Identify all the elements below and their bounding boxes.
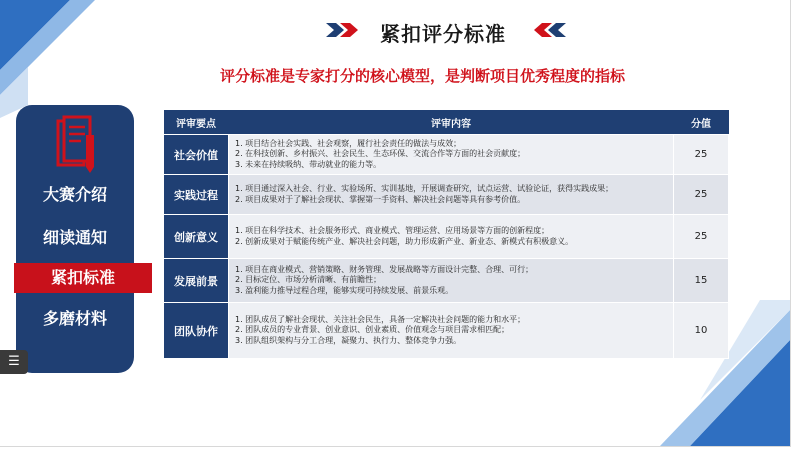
row-content: 1. 项目通过深入社会、行业、实验场所、实训基地，开展调查研究，试点运营、试验论证，获得实践成果； 2. 项目成果对于了解社会现状、掌握第一手资料、解决社会问题等具有参考价值。 — [229, 175, 674, 215]
row-score: 25 — [674, 215, 729, 259]
row-content: 1. 项目在科学技术、社会服务形式、商业模式、管理运营、应用场景等方面的创新程度； 2. 创新成果对于赋能传统产业、解决社会问题，助力形成新产业、新业态、新模式有积极意义。 — [229, 215, 674, 259]
sidebar-item-materials[interactable]: 多磨材料 — [42, 309, 107, 328]
sidebar-item-competition-intro[interactable]: 大赛介绍 — [42, 185, 107, 204]
title-row — [0, 14, 790, 48]
row-score: 10 — [674, 303, 729, 359]
row-key: 发展前景 — [164, 259, 229, 303]
table-row — [164, 303, 729, 359]
sidebar-item-criteria[interactable]: 紧扣标准 — [14, 263, 152, 293]
row-key: 创新意义 — [164, 215, 229, 259]
row-key: 实践过程 — [164, 175, 229, 215]
row-score: 25 — [674, 175, 729, 215]
table-row — [164, 215, 729, 259]
header-score: 分值 — [674, 110, 729, 135]
table-row — [164, 175, 729, 215]
table-row — [164, 259, 729, 303]
criteria-table — [163, 110, 729, 359]
row-key: 团队协作 — [164, 303, 229, 359]
row-score: 15 — [674, 259, 729, 303]
document-icon — [56, 115, 98, 173]
page-title: 紧扣评分标准 — [380, 22, 506, 46]
table-header-row — [164, 110, 729, 135]
header-key: 评审要点 — [164, 110, 229, 135]
table-row — [164, 135, 729, 175]
row-content: 1. 团队成员了解社会现状、关注社会民生，具备一定解决社会问题的能力和水平； 2. 团队成员的专业背景、创业意识、创业素质、价值观念与项目需求相匹配； 3. 团队组织架构与分工合理，凝聚力、执行力、整体竞争力强。 — [229, 303, 674, 359]
row-key: 社会价值 — [164, 135, 229, 175]
row-content: 1. 项目结合社会实践、社会观察，履行社会责任的做法与成效； 2. 在科技创新、乡村振兴、社会民生、生态环保、交流合作等方面的社会贡献度； 3. 未来在持续吸纳、带动就业的能力等。 — [229, 135, 674, 175]
sidebar-panel — [16, 105, 134, 373]
row-content: 1. 项目在商业模式、营销策略、财务管理、发展战略等方面设计完整、合理、可行； 2. 目标定位、市场分析清晰、有前瞻性； 3. 盈利能力推导过程合理，能够实现可持续发展、前景乐观。 — [229, 259, 674, 303]
chevron-right-icon — [326, 19, 360, 41]
subtitle: 评分标准是专家打分的核心模型，是判断项目优秀程度的指标 — [220, 67, 626, 85]
row-score: 25 — [674, 135, 729, 175]
sidebar-item-read-notice[interactable]: 细读通知 — [42, 228, 107, 247]
header-content: 评审内容 — [229, 110, 674, 135]
menu-icon[interactable]: ☰ — [0, 350, 28, 374]
chevron-left-icon — [534, 19, 568, 41]
